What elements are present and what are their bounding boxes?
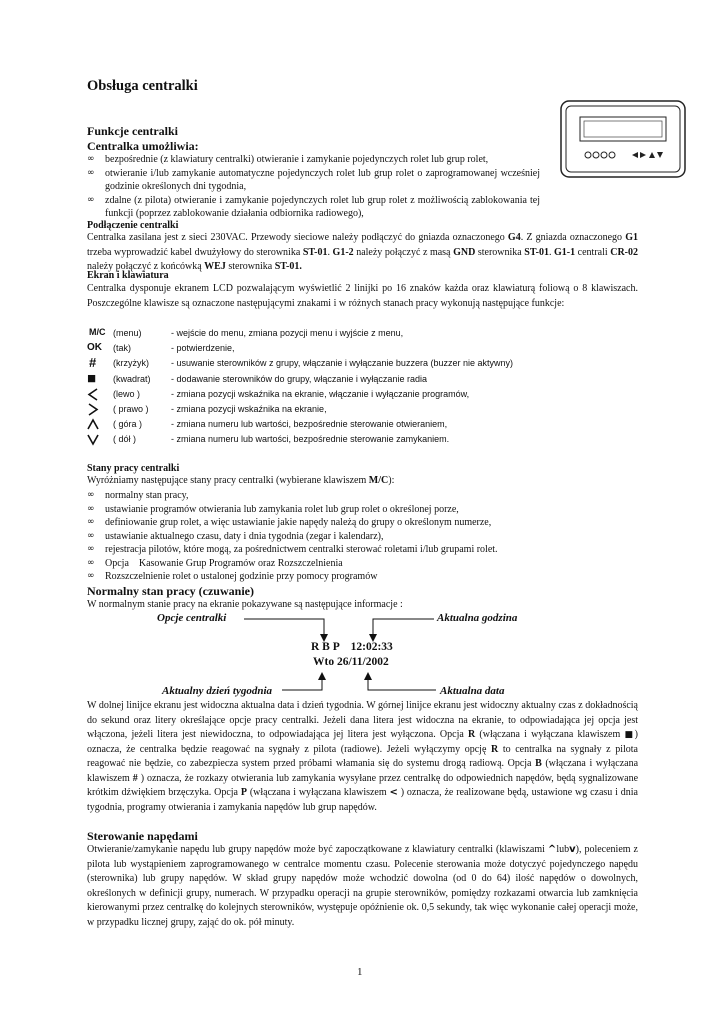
- key-row-menu: M/C (menu) - wejście do menu, zmiana pozycji menu i wyjście z menu,: [89, 327, 404, 338]
- list-item: ∞ definiowanie grup rolet, a więc ustawianie jakie napędy należą do grupy o określonym numerze,: [87, 517, 492, 528]
- states-intro: Wyróżniamy następujące stany pracy centralki (wybierane klawiszem M/C):: [87, 475, 395, 486]
- key-row-down: ( dół ) - zmiana numeru lub wartości, bezpośrednie sterowanie zamykaniem.: [87, 433, 607, 448]
- list-item: ∞ zdalne (z pilota) otwieranie i zamykanie pojedynczych rolet lub grup rolet z możliwością zablokowania tej funkcji (poprzez zablokowanie działania odbiornika radiowego),: [87, 194, 540, 219]
- right-arrow-key-icon: [87, 403, 113, 418]
- bullet-icon: ∞: [87, 194, 95, 205]
- keys-list: [87, 327, 607, 449]
- list-item: ∞ normalny stan pracy,: [87, 490, 189, 501]
- functions-list: [87, 153, 540, 221]
- label-current-date: Aktualna data: [440, 685, 505, 697]
- key-row-up: ( góra ) - zmiana numeru lub wartości, bezpośrednie sterowanie otwieraniem,: [87, 418, 607, 433]
- mc-key-icon: M/C: [89, 327, 106, 337]
- section-heading-podlaczenie: Podłączenie centralki: [87, 220, 179, 231]
- lcd-line-2: Wto 26/11/2002: [313, 656, 389, 668]
- normal-state-paragraph: W dolnej linijce ekranu jest widoczna aktualna data i dzień tygodnia. W górnej linijce ekranu jest widoczny aktualny czas z dokładnością do sekund oraz litery określające opcje pracy centralki. Jeżeli dana litera jest widoczna na ekranie, to odpowiadająca jej opcja jest włączona, jeżeli litera jest niewidoczna, to odpowiadająca jej litera jest wyłączona. Opcja R (włączana i wyłączana klawiszem ■) oznacza, że centralka będzie reagować na sygnały z pilota (radiowe). Jeżeli wyłączymy opcję R to centralka na sygnały z pilota reagować nie będzie, co zabezpiecza system przed próbami włamania się do systemu drogą radiową. Opcja B (włączana i wyłączana klawiszem # ) oznacza, że rozkazy otwierania lub zamykania wysyłane przez centralkę do odpowiednich napędów, będą sygnalizowane krótkim dźwiękiem brzęczyka. Opcja P (włączana i wyłączana klawiszem < ) oznacza, że realizowane będą, ustawione wg czasu i dnia tygodnia, programy otwierania i zamykania napędów lub grup napędów.: [87, 700, 639, 813]
- list-item: ∞ Opcja Kasowanie Grup Programów oraz Rozszczelnienia: [87, 557, 343, 569]
- drive-control-paragraph: Otwieranie/zamykanie napędu lub grupy napędów może być zapoczątkowane z klawiatury centralki (klawiszami ^lubv), poleceniem z pilota lub wystąpieniem zaprogramowanego w centralce momentu czasu. Polecenie sterowania może dotyczyć pojedynczego napędu (sterownika) lub grupy napędów. W skład grupy napędów może wchodzić dowolna (od 0 do 64) ilość napędów o dowolnych, określonych w definicji grupy, numerach. W przypadku operacji na grupie sterowników, pomiędzy rozkazami otwarcia lub zamknięcia kierowanymi przez centralkę do kolejnych sterowników, występuje opóźnienie ok. 0,5 sekundy, tak więc wykonanie całej operacji może, w przypadku licznej grupy, zająć do ok. pół minuty.: [87, 844, 638, 928]
- section-heading-funkcje: Funkcje centralki: [87, 124, 178, 138]
- section-heading-stany: Stany pracy centralki: [87, 463, 180, 474]
- lcd-line-1: R B P 12:02:33: [311, 641, 393, 653]
- list-item: ∞ ustawianie programów otwierania lub zamykania rolet lub grup rolet o określonej porze,: [87, 503, 459, 515]
- list-item: ∞ otwieranie i/lub zamykanie automatyczne pojedynczych rolet lub grup rolet o zaprogramowanej wcześniej godzinie określonych dni tygodnia,: [87, 167, 540, 192]
- list-item: ∞ ustawianie aktualnego czasu, daty i dnia tygodnia (zegar i kalendarz),: [87, 530, 384, 542]
- section-heading-sterowanie: Sterowanie napędami: [87, 829, 198, 843]
- key-row-ok: OK (tak) - potwierdzenie,: [87, 342, 235, 354]
- left-arrow-key-icon: <: [389, 787, 398, 798]
- square-key-icon: ■: [624, 730, 635, 740]
- list-item: ∞ bezpośrednie (z klawiatury centralki) otwieranie i zamykanie pojedynczych rolet lub grup rolet,: [87, 154, 489, 165]
- bullet-icon: ∞: [87, 544, 95, 554]
- key-row-square: ■ (kwadrat) - dodawanie sterowników do grupy, włączanie i wyłączanie radia: [87, 369, 427, 387]
- lcd-arrows-top: [240, 612, 440, 644]
- label-current-time: Aktualna godzina: [437, 612, 518, 624]
- key-row-left: (lewo ) - zmiana pozycji wskaźnika na ekranie, włączanie i wyłączanie programów,: [87, 388, 607, 403]
- normal-state-intro: W normalnym stanie pracy na ekranie pokazywane są następujące informacje :: [87, 599, 403, 610]
- label-options: Opcje centralki: [157, 612, 227, 624]
- list-item: ∞ Rozszczelnienie rolet o ustalonej godzinie przy pomocy programów: [87, 571, 378, 582]
- up-arrow-key-icon: [87, 418, 113, 433]
- label-weekday: Aktualny dzień tygodnia: [162, 685, 273, 697]
- hash-key-icon: #: [89, 355, 97, 371]
- list-item: ∞ rejestracja pilotów, które mogą, za pośrednictwem centralki sterować roletami i/lub grupami rolet.: [87, 544, 498, 555]
- section-heading-normalny: Normalny stan pracy (czuwanie): [87, 584, 254, 598]
- bullet-icon: ∞: [87, 167, 95, 178]
- left-arrow-key-icon: [87, 388, 113, 403]
- down-arrow-key-icon: [87, 433, 113, 448]
- connection-paragraph: Centralka zasilana jest z sieci 230VAC. Przewody sieciowe należy podłączyć do gniazda oznaczonego G4. Z gniazda oznaczonego G1 trzeba wyprowadzić kabel dwużyłowy do sterownika ST-01. G1-2 należy połączyć z masą GND sterownika ST-01. G1-1 centrali CR-02 należy połączyć z końcówką WEJ sterownika ST-01.: [87, 232, 639, 272]
- bullet-icon: ∞: [87, 490, 95, 500]
- lcd-arrows-bottom: [278, 668, 440, 696]
- bullet-icon: ∞: [87, 154, 95, 164]
- ok-key-icon: OK: [87, 342, 102, 354]
- bullet-icon: ∞: [87, 517, 95, 527]
- section-heading-ekran: Ekran i klawiatura: [87, 270, 169, 281]
- square-key-icon: ■: [87, 369, 97, 387]
- up-arrow-key-icon: ^: [547, 844, 557, 855]
- page-title: Obsługa centralki: [87, 78, 198, 94]
- bullet-icon: ∞: [87, 557, 95, 568]
- page-number: 1: [357, 966, 363, 978]
- key-row-hash: # (krzyżyk) - usuwanie sterowników z grupy, włączanie i wyłączanie buzzera (buzzer nie aktywny): [89, 355, 513, 371]
- hash-key-icon: #: [132, 772, 138, 784]
- key-row-right: ( prawo ) - zmiana pozycji wskaźnika na ekranie,: [87, 403, 607, 418]
- bullet-icon: ∞: [87, 530, 95, 541]
- section-heading-umozliwia: Centralka umożliwia:: [87, 139, 199, 153]
- screen-keyboard-paragraph: Centralka dysponuje ekranem LCD pozwalającym wyświetlić 2 linijki po 16 znaków każda oraz klawiaturą foliową o 8 klawiszach. Poszczególne klawisze są oznaczone następującymi znakami i w różnych stanach pracy wykonują następujące funkcje:: [87, 283, 638, 309]
- down-arrow-key-icon: v: [569, 844, 576, 855]
- bullet-icon: ∞: [87, 503, 95, 514]
- bullet-icon: ∞: [87, 571, 95, 581]
- central-unit-illustration: [560, 100, 686, 178]
- states-list: [87, 489, 638, 584]
